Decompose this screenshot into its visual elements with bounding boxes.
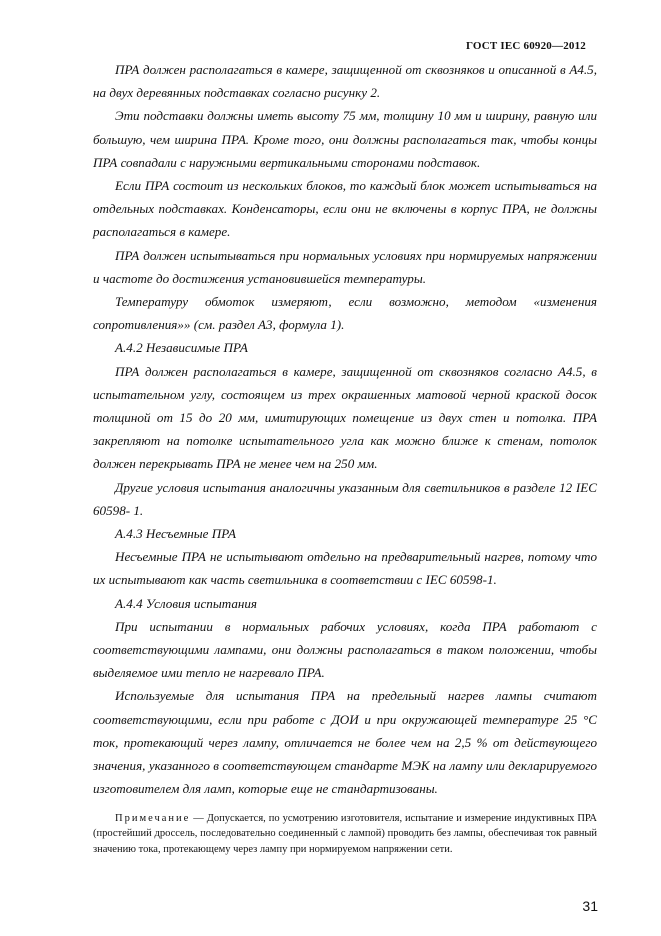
- page-number: 31: [582, 898, 598, 914]
- paragraph-normal-operation: При испытании в нормальных рабочих условиях, когда ПРА работают с соответствующими лампами, они должны располагаться в таком положении, чтобы выделяемое ими тепло не нагревало ПРА.: [93, 618, 597, 681]
- document-header: ГОСТ IEC 60920—2012: [465, 40, 586, 52]
- paragraph-ballast-placement: ПРА должен располагаться в камере, защищенной от сквозняков и описанной в А4.5, на двух деревянных подставках согласно рисунку 2.: [93, 62, 597, 101]
- paragraph-multiple-blocks: Если ПРА состоит из нескольких блоков, то каждый блок может испытываться на отдельных подставках. Конденсаторы, если они не включены в корпус ПРА, не должны располагаться в камере.: [93, 178, 597, 240]
- paragraph-built-in-ballasts: Несъемные ПРА не испытывают отдельно на предварительный нагрев, потому что их испытывают как часть светильника в соответствии с IEC 60598-1.: [93, 549, 597, 588]
- section-heading-a42: А.4.2 Независимые ПРА: [115, 340, 248, 356]
- note-label: Примечание: [115, 812, 191, 824]
- note-paragraph: [93, 811, 597, 858]
- paragraph-supports-dimensions: Эти подставки должны иметь высоту 75 мм, толщину 10 мм и ширину, равную или большую, чем ширина ПРА. Кроме того, они должны располагаться так, чтобы концы ПРА совпадали с наружными вертикальными сторонами подставок.: [93, 108, 597, 170]
- paragraph-test-corner: ПРА должен располагаться в камере, защищенной от сквозняков согласно А4.5, в испытательном углу, состоящем из трех окрашенных матовой черной краской досок толщиной от 15 до 20 мм, имитирующих помещение из двух стен и потолка. ПРА закрепляют на потолке испытательного угла как можно ближе к стенам, потолок должен перекрывать ПРА не менее чем на 250 мм.: [93, 363, 597, 472]
- document-body: [93, 58, 597, 857]
- note-text: — Допускается, по усмотрению изготовителя, испытание и измерение индуктивных ПРА (простейший дроссель, последовательно соединенный с лампой) проводить без лампы, обеспечивая ток равный значению тока, протекающему через лампу при нормируемом напряжении сети.: [93, 812, 597, 855]
- section-heading-a44: А.4.4 Условия испытания: [115, 595, 257, 611]
- paragraph-winding-temperature: Температуру обмоток измеряют, если возможно, методом «изменения сопротивления»» (см. раздел А3, формула 1).: [93, 294, 597, 333]
- paragraph-test-conditions: ПРА должен испытываться при нормальных условиях при нормируемых напряжении и частоте до достижения установившейся температуры.: [93, 247, 597, 286]
- paragraph-other-conditions: Другие условия испытания аналогичны указанным для светильников в разделе 12 IEC 60598- 1.: [93, 479, 597, 518]
- section-heading-a43: А.4.3 Несъемные ПРА: [115, 526, 237, 542]
- paragraph-lamp-current: Используемые для испытания ПРА на предельный нагрев лампы считают соответствующими, если при работе с ДОИ и при окружающей температуре 25 °С ток, протекающий через лампу, отличается не более чем на 2,5 % от действующего значения, указанного в соответствующем стандарте МЭК на лампу или декларируемого изготовителем для ламп, которые еще не стандартизованы.: [93, 688, 597, 797]
